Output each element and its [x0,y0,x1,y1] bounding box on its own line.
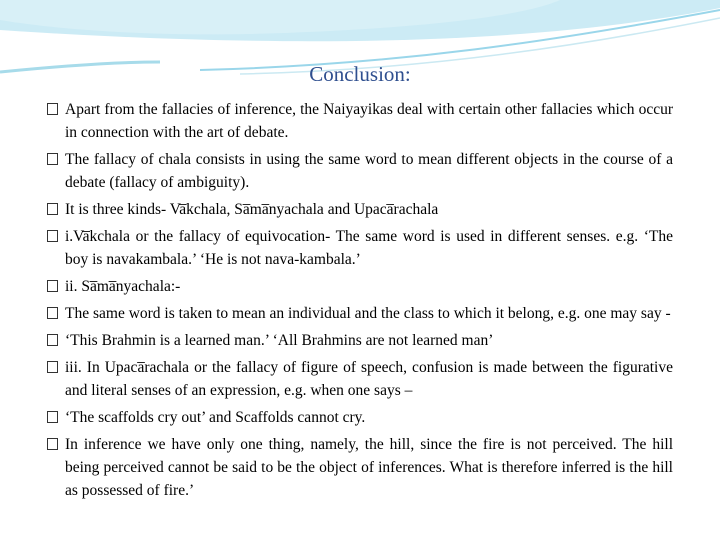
bullet-item [47,225,673,271]
bullet-text: ii. Sa̅ma̅nyachala:- [65,278,181,295]
bullet-text: ‘The scaffolds cry out’ and Scaffolds cannot cry. [65,409,366,426]
bullet-text: i.Va̅kchala or the fallacy of equivocation- The same word is used in different senses. e.g. ‘The boy is navakambala.’ ‘He is not nava-kambala.’ [65,228,673,268]
bullet-item [47,98,673,144]
square-bullet-icon [47,280,58,292]
bullet-text: In inference we have only one thing, namely, the hill, since the fire is not perceived. The hill being perceived cannot be said to be the object of inferences. What is therefore inferred is the hill as possessed of fire.’ [65,436,673,499]
bullet-item [47,148,673,194]
square-bullet-icon [47,334,58,346]
bullet-text: The fallacy of chala consists in using the same word to mean different objects in the course of a debate (fallacy of ambiguity). [65,151,673,191]
bullet-list [47,98,673,506]
square-bullet-icon [47,438,58,450]
bullet-item [47,275,673,298]
bullet-text: iii. In Upaca̅rachala or the fallacy of figure of speech, confusion is made between the figurative and literal senses of an expression, e.g. when one says – [65,359,673,399]
bullet-text: It is three kinds- Va̅kchala, Sa̅ma̅nyachala and Upaca̅rachala [65,201,439,218]
square-bullet-icon [47,103,58,115]
bullet-item [47,302,673,325]
bullet-item [47,433,673,502]
bullet-item [47,329,673,352]
bullet-item [47,198,673,221]
bullet-item [47,356,673,402]
square-bullet-icon [47,203,58,215]
bullet-item [47,406,673,429]
slide-title: Conclusion: [309,62,411,86]
square-bullet-icon [47,153,58,165]
bullet-text: Apart from the fallacies of inference, the Naiyayikas deal with certain other fallacies which occur in connection with the art of debate. [65,101,673,141]
square-bullet-icon [47,307,58,319]
square-bullet-icon [47,361,58,373]
bullet-text: The same word is taken to mean an individual and the class to which it belong, e.g. one may say - [65,305,671,322]
square-bullet-icon [47,230,58,242]
bullet-text: ‘This Brahmin is a learned man.’ ‘All Brahmins are not learned man’ [65,332,494,349]
square-bullet-icon [47,411,58,423]
